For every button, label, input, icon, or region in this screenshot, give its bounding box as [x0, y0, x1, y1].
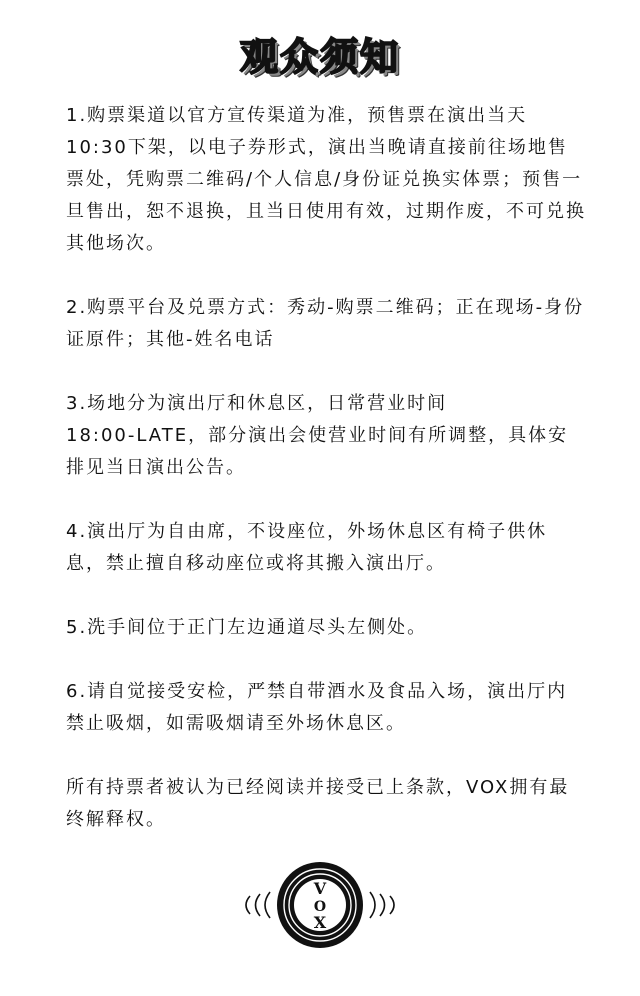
- logo-letter-o: O: [313, 899, 327, 915]
- vox-logo: [0, 860, 640, 950]
- vox-record-logo-icon: [238, 860, 402, 950]
- disclaimer-text: 所有持票者被认为已经阅读并接受已上条款，VOX拥有最终解释权。: [66, 777, 570, 830]
- page-title: 观众须知: [239, 35, 400, 79]
- notice-item-1: 1.购票渠道以官方宣传渠道为准，预售票在演出当天10:30下架，以电子券形式，演出当晚请直接前往场地售票处，凭购票二维码/个人信息/身份证兑换实体票；预售一旦售出，恕不退换，且当日使用有效，过期作废，不可兑换其他场次。: [66, 105, 586, 254]
- logo-letter-x: X: [313, 913, 327, 932]
- notice-item-2: 2.购票平台及兑票方式：秀动-购票二维码；正在现场-身份证原件；其他-姓名电话: [66, 297, 585, 350]
- notice-item-4: 4.演出厅为自由席，不设座位，外场休息区有椅子供休息，禁止擅自移动座位或将其搬入演出厅。: [66, 521, 548, 574]
- notice-item-5: 5.洗手间位于正门左边通道尽头左侧处。: [66, 617, 428, 638]
- notice-content: [66, 100, 586, 868]
- logo-letter-v: V: [313, 879, 327, 898]
- notice-item-3: 3.场地分为演出厅和休息区，日常营业时间 18:00-LATE，部分演出会使营业时间有所调整，具体安排见当日演出公告。: [66, 393, 569, 478]
- notice-item-6: 6.请自觉接受安检，严禁自带酒水及食品入场，演出厅内禁止吸烟，如需吸烟请至外场休息区。: [66, 681, 568, 734]
